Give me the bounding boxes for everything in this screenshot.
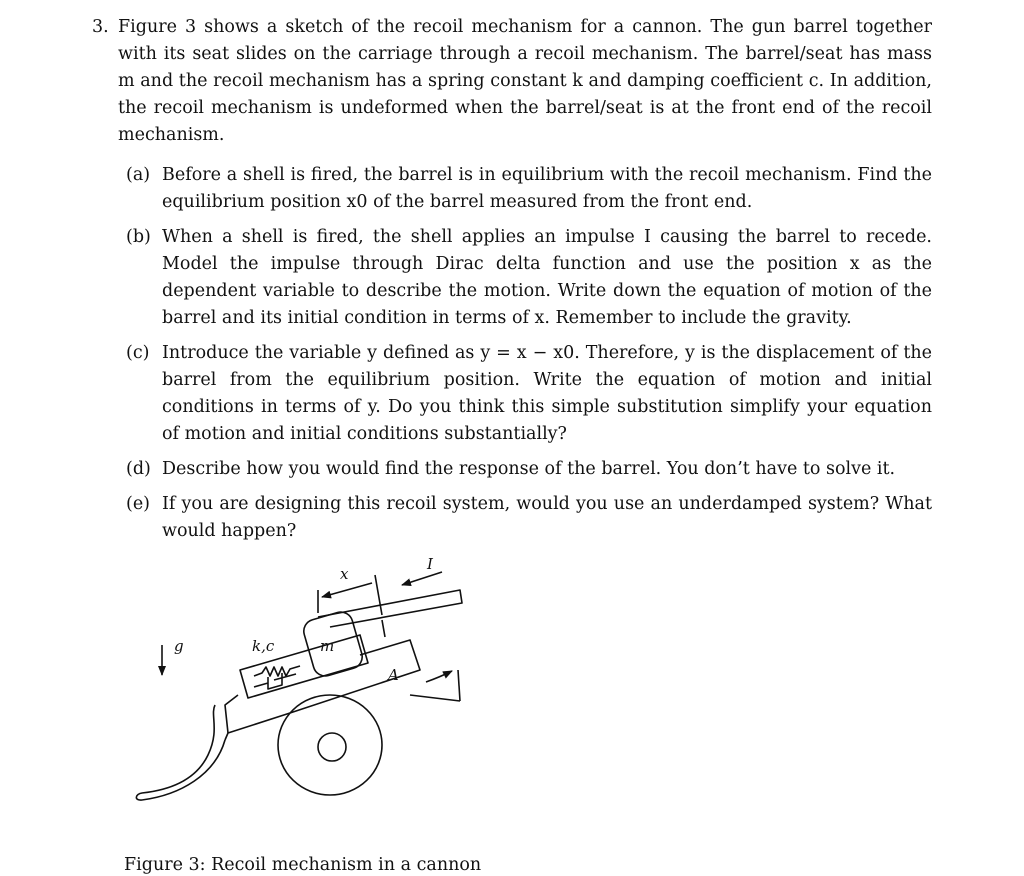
spring-damper-label: k,c: [252, 637, 275, 655]
part-c: [92, 340, 932, 448]
cannon-diagram: [120, 545, 500, 830]
part-d: [92, 456, 932, 483]
part-label: (e): [126, 494, 151, 514]
x-arrow: [322, 583, 372, 597]
x-dim-right: [375, 575, 382, 615]
part-a: [92, 162, 932, 216]
problem-parts: [92, 162, 932, 545]
carriage-body: [225, 640, 420, 740]
impulse-arrow: [402, 572, 442, 585]
barrel-support: [382, 620, 385, 637]
part-label: (c): [126, 343, 150, 363]
part-text: If you are designing this recoil system, would you use an underdamped system? What would happen?: [162, 494, 932, 541]
barrel: [318, 590, 462, 627]
part-label: (a): [126, 165, 151, 185]
angle-leg: [458, 670, 460, 701]
part-b: [92, 224, 932, 332]
trail-spade: [136, 705, 225, 800]
figure-caption: Figure 3: Recoil mechanism in a cannon: [124, 855, 482, 875]
part-text: Introduce the variable y defined as y = x − x0. Therefore, y is the displacement of the barrel from the equilibrium position. Write the equation of motion and initial conditions in terms of y. Do you think this simple substitution simplify your equation of motion and initial conditions substantially?: [162, 343, 932, 444]
angle-arc: [426, 671, 452, 682]
carriage-rail: [225, 695, 238, 733]
angle-label: A: [388, 666, 399, 684]
problem-intro: [92, 14, 932, 149]
part-text: Before a shell is fired, the barrel is in equilibrium with the recoil mechanism. Find the equilibrium position x0 of the barrel measured from the front end.: [162, 165, 932, 212]
part-label: (b): [126, 227, 151, 247]
wheel-hub: [318, 733, 346, 761]
part-e: [92, 491, 932, 545]
problem-intro-text: Figure 3 shows a sketch of the recoil mechanism for a cannon. The gun barrel together with its seat slides on the carriage through a recoil mechanism. The barrel/seat has mass m and the recoil mechanism has a spring constant k and damping coefficient c. In addition, the recoil mechanism is undeformed when the barrel/seat is at the front end of the recoil mechanism.: [118, 17, 932, 145]
recoil-mechanism-figure: [120, 545, 500, 830]
horizontal-reference: [410, 695, 460, 701]
part-text: When a shell is fired, the shell applies an impulse I causing the barrel to recede. Model the impulse through Dirac delta function and use the position x as the dependent variable to describe the motion. Write down the equation of motion of the barrel and its initial condition in terms of x. Remember to include the gravity.: [162, 227, 932, 328]
problem-3: [92, 14, 932, 553]
part-label: (d): [126, 459, 151, 479]
problem-number: 3.: [92, 17, 109, 37]
gravity-label: g: [174, 637, 184, 655]
part-text: Describe how you would find the response of the barrel. You don’t have to solve it.: [162, 459, 896, 479]
mass-label: m: [320, 637, 335, 655]
wheel: [278, 695, 382, 795]
x-label: x: [340, 565, 349, 583]
impulse-label: I: [427, 555, 433, 573]
